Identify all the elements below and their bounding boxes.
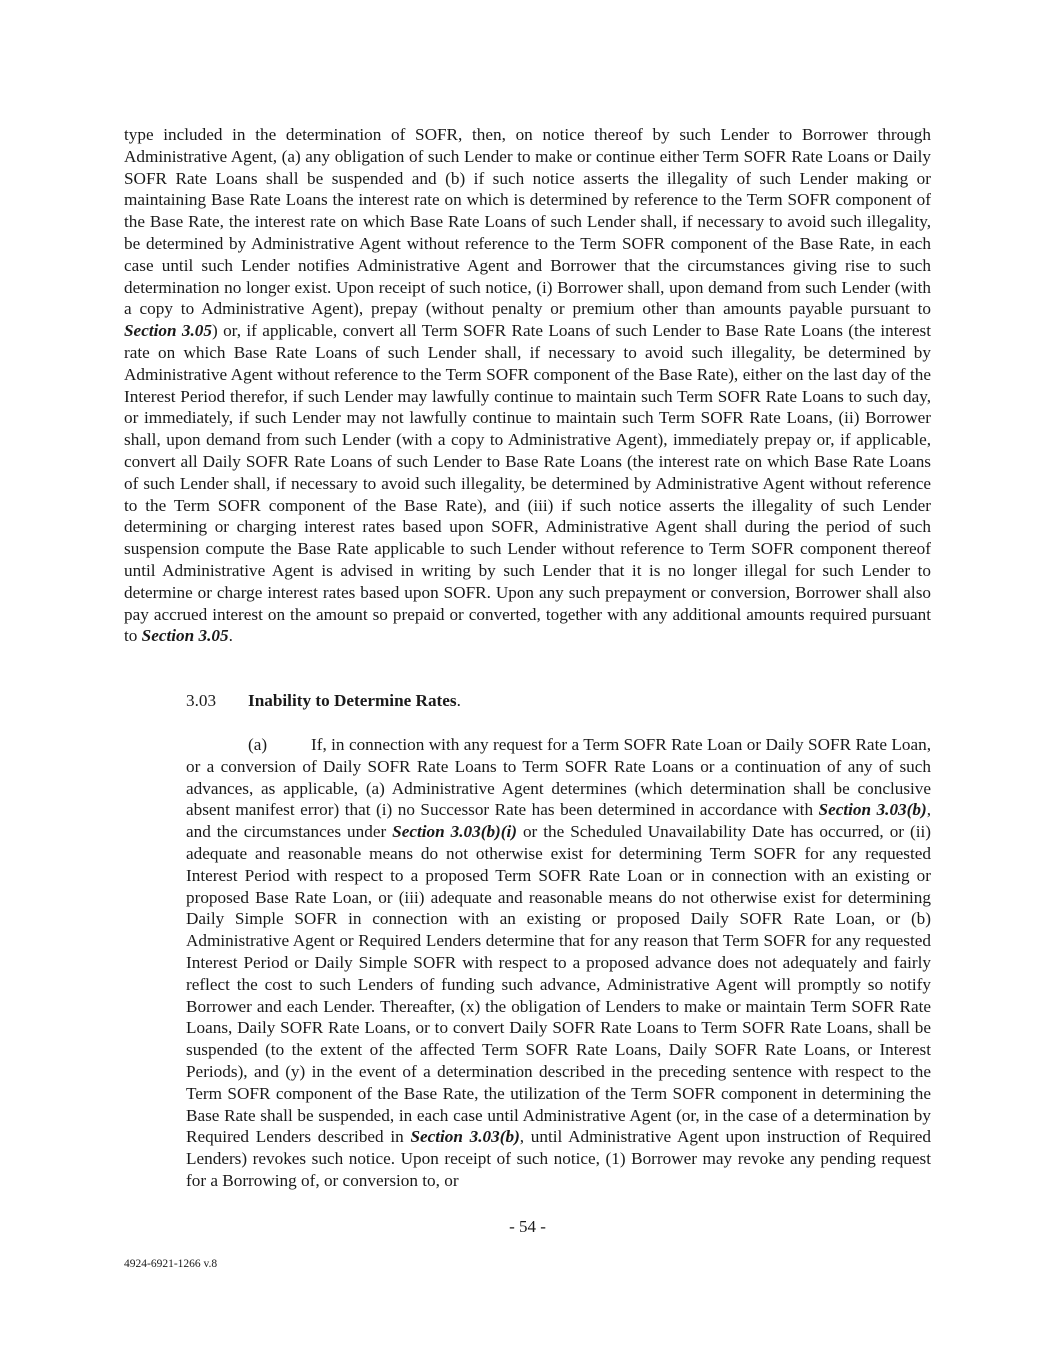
section-reference: Section 3.03(b): [410, 1127, 520, 1147]
paragraph-text: ) or, if applicable, convert all Term SOFR Rate Loans of such Lender to Base Rate Loans (the interest rate on which Base Rate Loans of such Lender shall, if necessary to avoid such illegality, be determined by Administrative Agent without reference to the Term SOFR component of the Base Rate), either on the last day of the Interest Period therefor, if such Lender may lawfully continue to maintain such Term SOFR Rate Loans to such day, or immediately, if such Lender may not lawfully continue to maintain such Term SOFR Rate Loans, (ii) Borrower shall, upon demand from such Lender (with a copy to Administrative Agent), immediately prepay or, if applicable, convert all Daily SOFR Rate Loans of such Lender to Base Rate Loans (the interest rate on which Base Rate Loans of such Lender shall, if necessary to avoid such illegality, be determined by Administrative Agent without reference to the Term SOFR component of the Base Rate), and (iii) if such notice asserts the illegality of such Lender determining or charging interest rates based upon SOFR, Administrative Agent shall during the period of such suspension compute the Base Rate applicable to such Lender without reference to Term SOFR component thereof until Administrative Agent is advised in writing by such Lender that it is no longer illegal for such Lender to determine or charge interest rates based upon SOFR. Upon any such prepayment or conversion, Borrower shall also pay accrued interest on the amount so prepaid or converted, together with any additional amounts required pursuant to: [124, 321, 931, 646]
paragraph-text: If, in connection with any request for a Term SOFR Rate Loan or Daily SOFR Rate Loan, or a conversion of Daily SOFR Rate Loans to Term SOFR Rate Loans or a continuation of any of such advances, as applicable, (a) Administrative Agent determines (which determination shall be conclusive absent manifest error) that (i) no Successor Rate has been determined in accordance with: [186, 735, 931, 820]
section-title: Inability to Determine Rates: [248, 691, 457, 710]
section-title-punct: .: [456, 691, 461, 710]
section-reference: Section 3.05: [141, 626, 229, 646]
paragraph-text: type included in the determination of SOFR, then, on notice thereof by such Lender to Borrower through Administrative Agent, (a) any obligation of such Lender to make or continue either Term SOFR Rate Loans or Daily SOFR Rate Loans shall be suspended and (b) if such notice asserts the illegality of such Lender making or maintaining Base Rate Loans the interest rate on which is determined by reference to the Term SOFR component of the Base Rate, the interest rate on which Base Rate Loans of such Lender shall, if necessary to avoid such illegality, be determined by Administrative Agent without reference to the Term SOFR component of the Base Rate, in each case until such Lender notifies Administrative Agent and Borrower that the circumstances giving rise to such determination no longer exist. Upon receipt of such notice, (i) Borrower shall, upon demand from such Lender (with a copy to Administrative Agent), prepay (without penalty or premium other than amounts payable pursuant to: [124, 125, 931, 319]
section-number: 3.03: [186, 691, 217, 710]
section-heading: [186, 690, 461, 712]
paragraph-text: .: [228, 626, 233, 646]
paragraph-text: or the Scheduled Unavailability Date has occurred, or (ii) adequate and reasonable means do not otherwise exist for determining Term SOFR for any requested Interest Period with respect to a proposed Term SOFR Rate Loan or in connection with an existing or proposed Base Rate Loan, or (iii) adequate and reasonable means do not otherwise exist for determining Daily Simple SOFR in connection with an existing or proposed Daily SOFR Rate Loan, or (b) Administrative Agent or Required Lenders determine that for any reason that Term SOFR for any requested Interest Period or Daily Simple SOFR with respect to a proposed advance does not adequately and fairly reflect the cost to such Lenders of funding such advance, Administrative Agent will promptly so notify Borrower and each Lender. Thereafter, (x) the obligation of Lenders to make or maintain Term SOFR Rate Loans, Daily SOFR Rate Loans, or to convert Daily SOFR Rate Loans to Term SOFR Rate Loans, shall be suspended (to the extent of the affected Term SOFR Rate Loans, Daily SOFR Rate Loans, or Interest Periods), and (y) in the event of a determination described in the preceding sentence with respect to the Term SOFR component of the Base Rate, the utilization of the Term SOFR component in determining the Base Rate shall be suspended, in each case until Administrative Agent (or, in the case of a determination by Required Lenders described in: [186, 822, 931, 1147]
subsection-label: (a): [248, 735, 268, 754]
section-reference: Section 3.03(b): [818, 800, 927, 820]
subsection-paragraph: [186, 734, 931, 1192]
paragraph-text: , and the circumstances under: [186, 800, 931, 842]
paragraph-text: , until Administrative Agent upon instruction of Required Lenders) revokes such notice. Upon receipt of such notice, (1) Borrower may revoke any pending request for a Borrowing of, or conversion to, or: [186, 1127, 932, 1190]
section-reference: Section 3.03(b)(i): [392, 822, 517, 842]
body-paragraph-continued: [124, 124, 931, 647]
document-id: 4924-6921-1266 v.8: [124, 1258, 218, 1270]
section-reference: Section 3.05: [124, 321, 212, 341]
page-number: - 54 -: [509, 1217, 546, 1236]
